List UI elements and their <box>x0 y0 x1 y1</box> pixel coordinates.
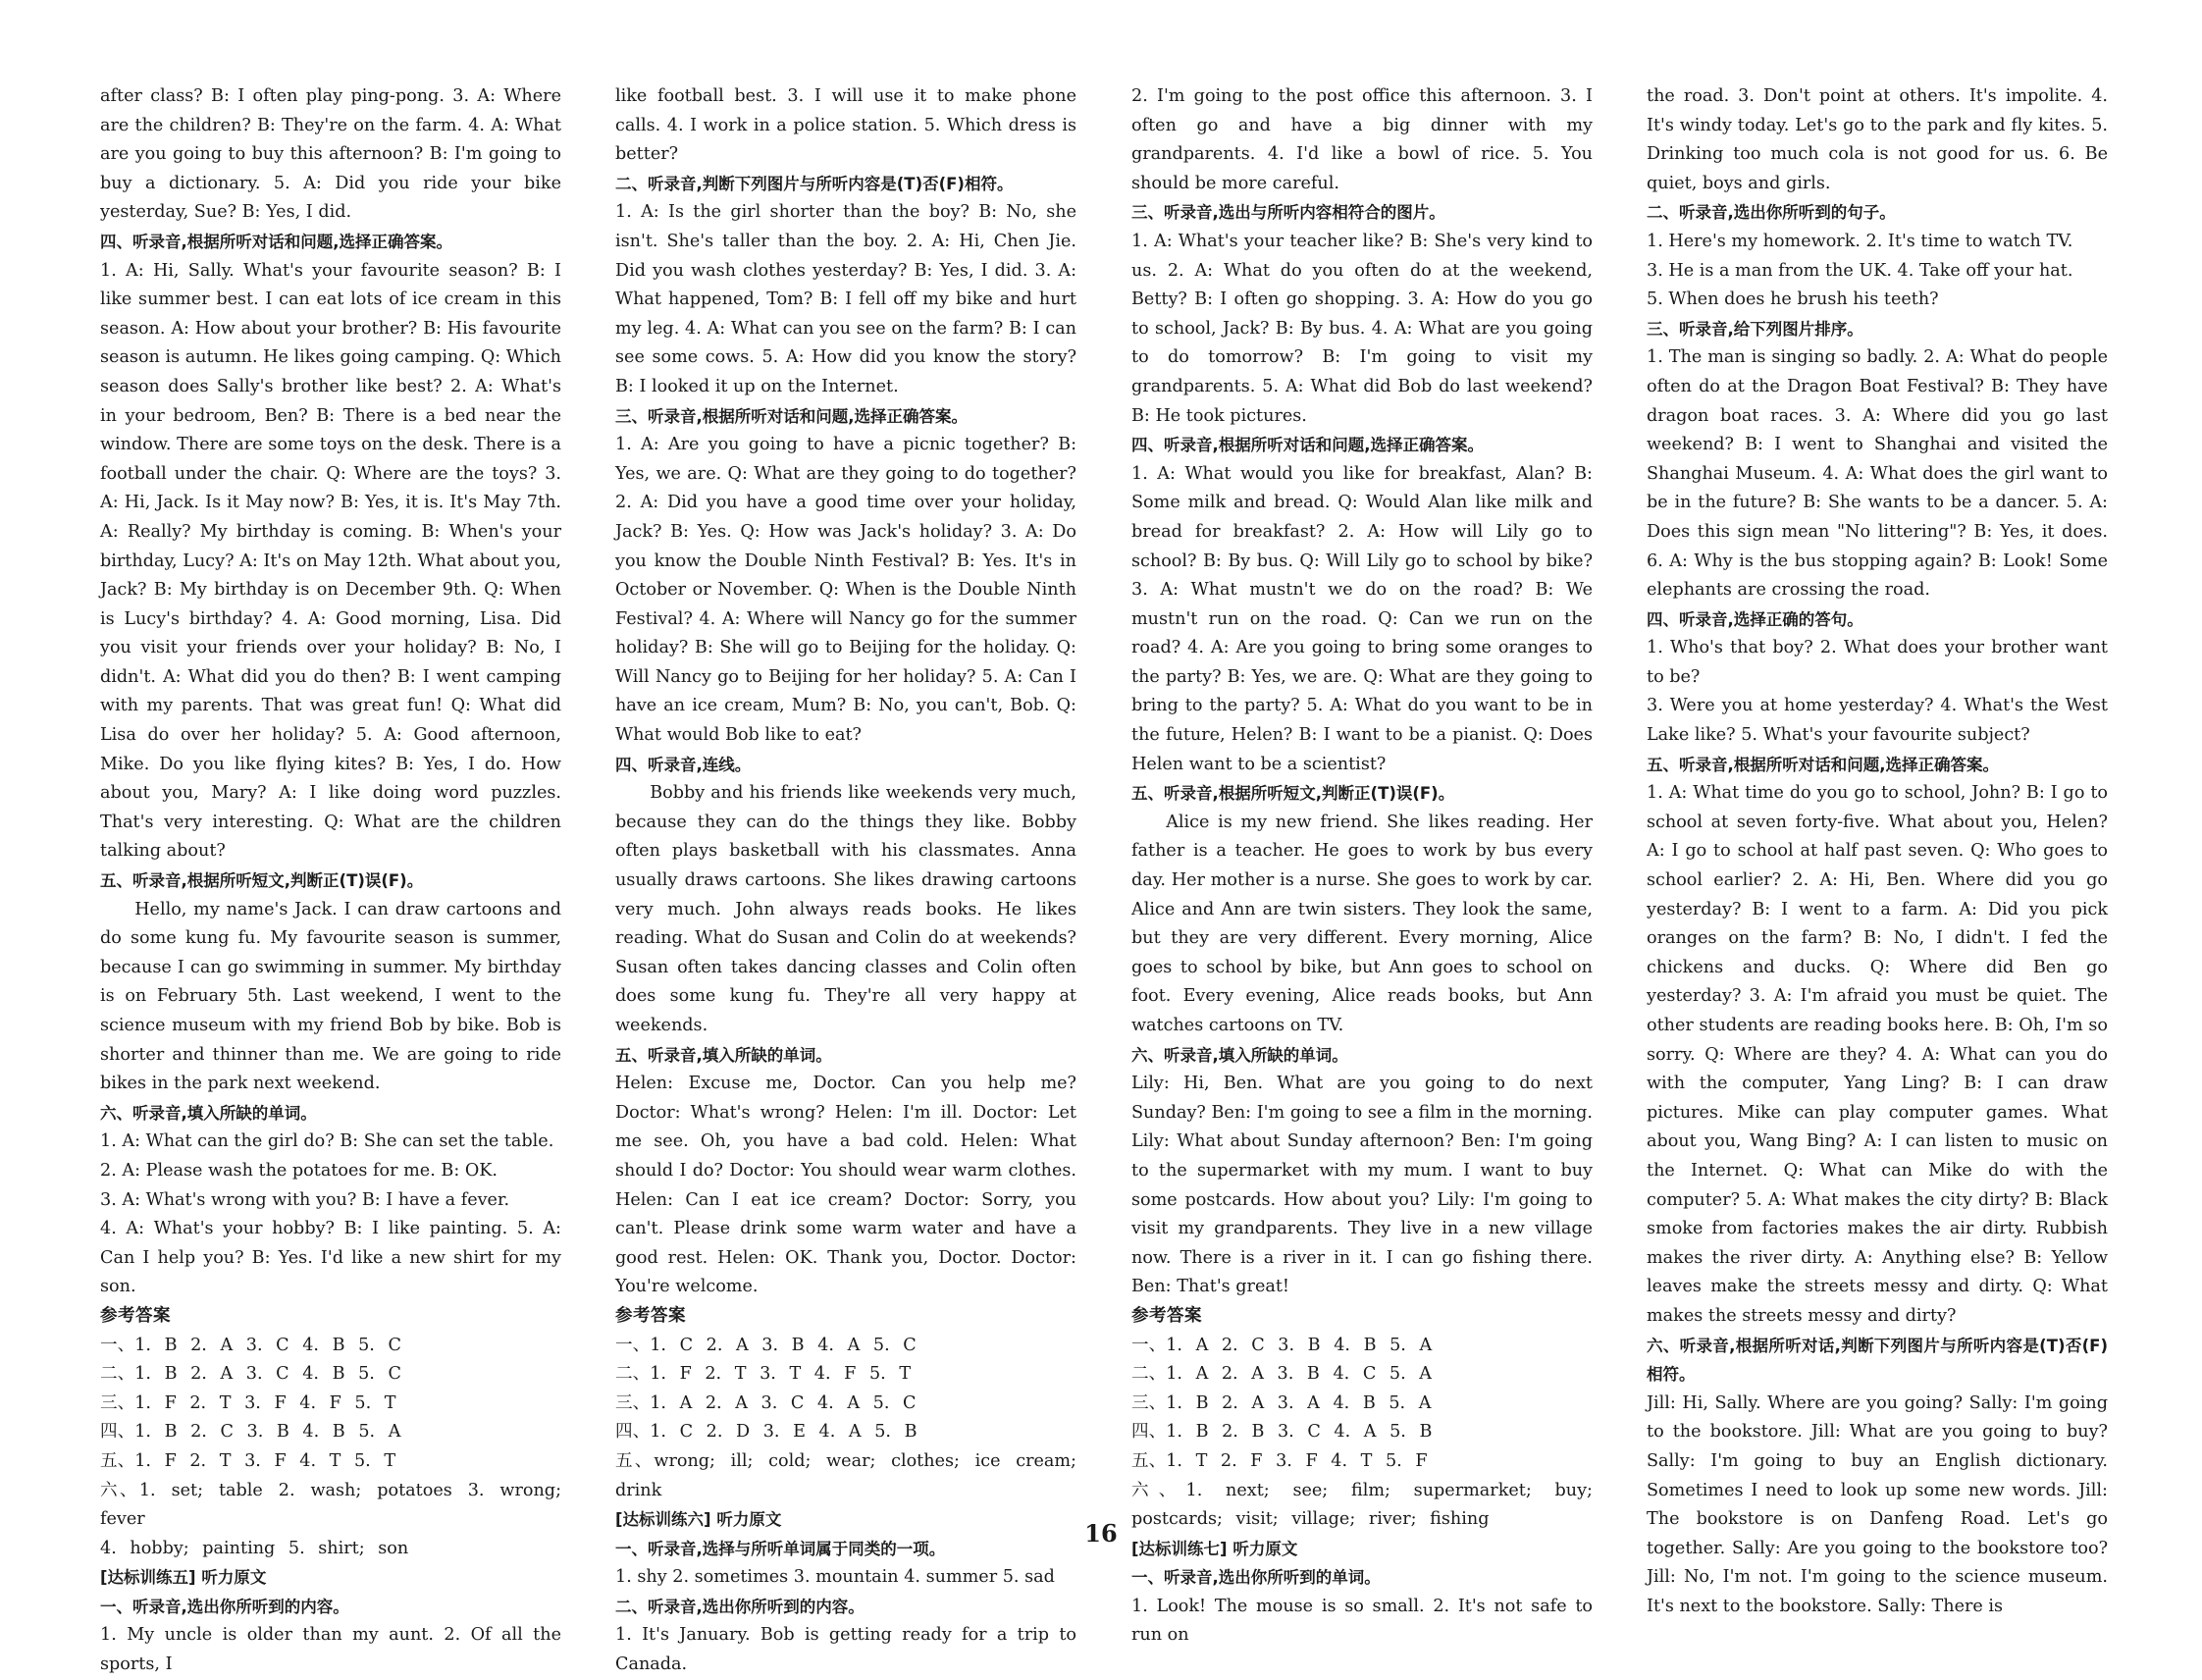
passage: Hello, my name's Jack. I can draw cartoons and do some kung fu. My favourite season is summer, because I can go swimming in summer. My birthday is on February 5th. Last weekend, I went to the science museum with my friend Bob by bike. Bob is shorter and thinner than me. We are going to ride bikes in the park next weekend. <box>100 899 561 1094</box>
paragraph: 5. When does he brush his teeth? <box>1647 289 1939 310</box>
answer-line: 一、1. C 2. A 3. B 4. A 5. C <box>615 1335 917 1355</box>
section-heading: 五、听录音,根据所听短文,判断正(T)误(F)。 <box>100 871 424 891</box>
section-heading: 五、听录音,根据所听对话和问题,选择正确答案。 <box>1647 755 2000 774</box>
training-heading: [达标训练六] 听力原文 <box>615 1510 782 1530</box>
answer-line: 五、1. T 2. F 3. F 4. T 5. F <box>1131 1450 1428 1471</box>
paragraph: 1. A: Is the girl shorter than the boy? B: No, she isn't. She's taller than the boy. 2. A: Hi, Chen Jie. Did you wash clothes yesterday? B: Yes, I did. 3. A: What happened, Tom? B: I fell off my bike and hurt my leg. 4. A: What can you see on the farm? B: I can see some cows. 5. A: How did you know the story? B: I looked it up on the Internet. <box>615 202 1076 396</box>
answer-key-heading: 参考答案 <box>100 1305 171 1326</box>
section-heading: 三、听录音,选出与所听内容相符合的图片。 <box>1131 203 1445 223</box>
answer-line: 四、1. B 2. C 3. B 4. B 5. A <box>100 1422 401 1443</box>
paragraph: 1. It's January. Bob is getting ready for a trip to Canada. <box>615 1625 1076 1675</box>
answer-key-heading: 参考答案 <box>615 1305 686 1326</box>
section-heading: 一、听录音,选出你所听到的内容。 <box>100 1597 349 1616</box>
section-heading: 三、听录音,给下列图片排序。 <box>1647 319 1863 339</box>
paragraph: 1. Here's my homework. 2. It's time to watch TV. <box>1647 231 2073 251</box>
page-number: 16 <box>1084 1519 1118 1548</box>
paragraph: Lily: Hi, Ben. What are you going to do next Sunday? Ben: I'm going to see a film in the morning. Lily: What about Sunday afternoon? Ben: I'm going to the supermarket with my mum. I want to buy some postcards. How about you? Lily: I'm going to visit my grandparents. They live in a new village now. There is a river in it. I can go fishing there. Ben: That's great! <box>1131 1074 1593 1297</box>
paragraph: 3. Were you at home yesterday? 4. What's the West Lake like? 5. What's your favourite subject? <box>1647 696 2108 746</box>
paragraph: 1. A: What would you like for breakfast, Alan? B: Some milk and bread. Q: Would Alan like milk and bread for breakfast? 2. A: How will Lily go to school? B: By bus. Q: Will Lily go to school by bike? 3. A: What mustn't we do on the road? B: We mustn't run on the road. Q: Can we run on the road? 4. A: Are you going to bring some oranges to the party? B: Yes, we are. Q: What are they going to bring to the party? 5. A: What do you want to be in the future, Helen? B: I want to be a pianist. Q: Does Helen want to be a scientist? <box>1131 463 1593 774</box>
paragraph: after class? B: I often play ping-pong. 3. A: Where are the children? B: They're on the farm. 4. A: What are you going to buy this afternoon? B: I'm going to buy a dictionary. 5. A: Did you ride your bike yesterday, Sue? B: Yes, I did. <box>100 86 561 223</box>
paragraph: 1. A: What time do you go to school, John? B: I go to school at seven forty-five. What about you, Helen? A: I go to school at half past seven. Q: Who goes to school earlier? 2. A: Hi, Ben. Where did you go yesterday? B: I went to a farm. A: Did you pick oranges on the farm? B: No, I didn't. I fed the chickens and ducks. Q: Where did Ben go yesterday? 3. A: I'm afraid you must be quiet. The other students are reading books here. B: Oh, I'm so sorry. Q: Where are they? 4. A: What can you do with the computer, Yang Ling? B: I can draw pictures. Mike can play computer games. What about you, Wang Bing? A: I can listen to music on the Internet. Q: What can Mike do with the computer? 5. A: What makes the city dirty? B: Black smoke from factories makes the air dirty. Rubbish makes the river dirty. A: Anything else? B: Yellow leaves make the streets messy and dirty. Q: What makes the streets messy and dirty? <box>1647 783 2108 1326</box>
paragraph: like football best. 3. I will use it to make phone calls. 4. I work in a police station. 5. Which dress is better? <box>615 86 1076 165</box>
passage: Bobby and his friends like weekends very much, because they can do the things they like. Bobby often plays basketball with his classmates. Anna usually draws cartoons. She likes drawing cartoons very much. John always reads books. He likes reading. What do Susan and Colin do at weekends? Susan often takes dancing classes and Colin often does some kung fu. They're all very happy at weekends. <box>615 783 1076 1035</box>
section-heading: 一、听录音,选出你所听到的单词。 <box>1131 1568 1381 1588</box>
answer-line: 二、1. A 2. A 3. B 4. C 5. A <box>1131 1364 1432 1385</box>
paragraph: Jill: Hi, Sally. Where are you going? Sally: I'm going to the bookstore. Jill: What are you going to buy? Sally: I'm going to buy an English dictionary. Sometimes I need to look up some new words. Jill: The bookstore is on Danfeng Road. Let's go together. Sally: Are you going to the bookstore too? Jill: No, I'm not. I'm going to the science museum. It's next to the bookstore. Sally: There is <box>1647 1392 2108 1616</box>
section-heading: 六、听录音,填入所缺的单词。 <box>100 1103 317 1123</box>
section-heading: 五、听录音,根据所听短文,判断正(T)误(F)。 <box>1131 784 1455 804</box>
section-heading: 二、听录音,选出你所听到的句子。 <box>1647 203 1896 223</box>
answer-key-heading: 参考答案 <box>1131 1305 1202 1326</box>
section-heading: 六、听录音,根据所听对话,判断下列图片与所听内容是(T)否(F)相符。 <box>1647 1336 2108 1385</box>
column-2 <box>615 82 1076 1675</box>
section-heading: 四、听录音,根据所听对话和问题,选择正确答案。 <box>100 232 453 251</box>
paragraph: 4. A: What's your hobby? B: I like painting. 5. A: Can I help you? B: Yes. I'd like a new shirt for my son. <box>100 1219 561 1297</box>
answer-line: 五、wrong; ill; cold; wear; clothes; ice cream; drink <box>615 1450 1076 1500</box>
answer-line: 四、1. C 2. D 3. E 4. A 5. B <box>615 1422 918 1443</box>
paragraph: 1. A: Hi, Sally. What's your favourite season? B: I like summer best. I can eat lots of ice cream in this season. A: How about your brother? B: His favourite season is autumn. He likes going camping. Q: Which season does Sally's brother like best? 2. A: What's in your bedroom, Ben? B: There is a bed near the window. There are some toys on the desk. There is a football under the chair. Q: Where are the toys? 3. A: Hi, Jack. Is it May now? B: Yes, it is. It's May 7th. A: Really? My birthday is coming. B: When's your birthday, Lucy? A: It's on May 12th. What about you, Jack? B: My birthday is on December 9th. Q: When is Lucy's birthday? 4. A: Good morning, Lisa. Did you visit your friends over your holiday? B: No, I didn't. A: What did you do then? B: I went camping with my parents. That was great fun! Q: What did Lisa do over her holiday? 5. A: Good afternoon, Mike. Do you like flying kites? B: Yes, I do. How about you, Mary? A: I like doing word puzzles. That's very interesting. Q: What are the children talking about? <box>100 260 561 862</box>
paragraph: 1. The man is singing so badly. 2. A: What do people often do at the Dragon Boat Festival? B: They have dragon boat races. 3. A: Where did you go last weekend? B: I went to Shanghai and visited the Shanghai Museum. 4. A: What does the girl want to be in the future? B: She wants to be a dancer. 5. A: Does this sign mean "No littering"? B: Yes, it does. 6. A: Why is the bus stopping again? B: Look! Some elephants are crossing the road. <box>1647 347 2108 601</box>
answer-line: 4. hobby; painting 5. shirt; son <box>100 1538 409 1558</box>
answer-line: 四、1. B 2. B 3. C 4. A 5. B <box>1131 1422 1433 1443</box>
answer-line: 三、1. B 2. A 3. A 4. B 5. A <box>1131 1392 1432 1413</box>
paragraph: 3. A: What's wrong with you? B: I have a fever. <box>100 1189 510 1210</box>
column-1 <box>100 82 561 1675</box>
paragraph: 1. My uncle is older than my aunt. 2. Of all the sports, I <box>100 1625 561 1675</box>
paragraph: 1. A: Are you going to have a picnic together? B: Yes, we are. Q: What are they going to do together? 2. A: Did you have a good time over your holiday, Jack? B: Yes. Q: How was Jack's holiday? 3. A: Do you know the Double Ninth Festival? B: Yes. It's in October or November. Q: When is the Double Ninth Festival? 4. A: Where will Nancy go for the summer holiday? B: She will go to Beijing for the holiday. Q: Will Nancy go to Beijing for her holiday? 5. A: Can I have an ice cream, Mum? B: No, you can't, Bob. Q: What would Bob like to eat? <box>615 435 1076 746</box>
section-heading: 六、听录音,填入所缺的单词。 <box>1131 1045 1348 1065</box>
answer-line: 五、1. F 2. T 3. F 4. T 5. T <box>100 1450 396 1471</box>
paragraph: 1. Who's that boy? 2. What does your brother want to be? <box>1647 638 2108 687</box>
answer-line: 三、1. A 2. A 3. C 4. A 5. C <box>615 1392 917 1413</box>
passage: Alice is my new friend. She likes reading. Her father is a teacher. He goes to work by bus every day. Her mother is a nurse. She goes to work by car. Alice and Ann are twin sisters. They look the same, but they are very different. Every morning, Alice goes to school by bike, but Ann goes to school on foot. Every evening, Alice reads books, but Ann watches cartoons on TV. <box>1131 812 1593 1035</box>
section-heading: 二、听录音,判断下列图片与所听内容是(T)否(F)相符。 <box>615 174 1014 193</box>
paragraph: 3. He is a man from the UK. 4. Take off your hat. <box>1647 260 2073 281</box>
paragraph: 1. Look! The mouse is so small. 2. It's not safe to run on <box>1131 1596 1593 1646</box>
section-heading: 五、听录音,填入所缺的单词。 <box>615 1045 832 1065</box>
paragraph: 1. shy 2. sometimes 3. mountain 4. summer 5. sad <box>615 1567 1055 1588</box>
answer-line: 三、1. F 2. T 3. F 4. F 5. T <box>100 1392 396 1413</box>
section-heading: 四、听录音,连线。 <box>615 755 752 774</box>
paragraph: the road. 3. Don't point at others. It's impolite. 4. It's windy today. Let's go to the park and fly kites. 5. Drinking too much cola is not good for us. 6. Be quiet, boys and girls. <box>1647 86 2108 193</box>
answer-line: 二、1. B 2. A 3. C 4. B 5. C <box>100 1364 401 1385</box>
answer-line: 一、1. A 2. C 3. B 4. B 5. A <box>1131 1335 1433 1355</box>
training-heading: [达标训练七] 听力原文 <box>1131 1539 1298 1558</box>
paragraph: Helen: Excuse me, Doctor. Can you help me? Doctor: What's wrong? Helen: I'm ill. Doctor: Let me see. Oh, you have a bad cold. Helen: What should I do? Doctor: You should wear warm clothes. Helen: Can I eat ice cream? Doctor: Sorry, you can't. Please drink some warm water and have a good rest. Helen: OK. Thank you, Doctor. Doctor: You're welcome. <box>615 1074 1076 1297</box>
training-heading: [达标训练五] 听力原文 <box>100 1568 267 1588</box>
paragraph: 2. A: Please wash the potatoes for me. B: OK. <box>100 1160 498 1181</box>
answer-line: 二、1. F 2. T 3. T 4. F 5. T <box>615 1364 912 1385</box>
section-heading: 一、听录音,选择与所听单词属于同类的一项。 <box>615 1539 946 1558</box>
section-heading: 三、听录音,根据所听对话和问题,选择正确答案。 <box>615 406 969 426</box>
answer-line: 六、1. next; see; film; supermarket; buy; postcards; visit; village; river; fishing <box>1131 1480 1593 1530</box>
paragraph: 1. A: What's your teacher like? B: She's very kind to us. 2. A: What do you often do at the weekend, Betty? B: I often go shopping. 3. A: How do you go to school, Jack? B: By bus. 4. A: What are you going to do tomorrow? B: I'm going to visit my grandparents. 5. A: What did Bob do last weekend? B: He took pictures. <box>1131 231 1593 426</box>
paragraph: 2. I'm going to the post office this afternoon. 3. I often go and have a big dinner with my grandparents. 4. I'd like a bowl of rice. 5. You should be more careful. <box>1131 86 1593 193</box>
paragraph: 1. A: What can the girl do? B: She can set the table. <box>100 1131 554 1152</box>
answer-line: 六、1. set; table 2. wash; potatoes 3. wrong; fever <box>100 1480 561 1530</box>
section-heading: 四、听录音,选择正确的答句。 <box>1647 609 1863 629</box>
section-heading: 四、听录音,根据所听对话和问题,选择正确答案。 <box>1131 436 1485 455</box>
column-3 <box>1131 82 1593 1646</box>
section-heading: 二、听录音,选出你所听到的内容。 <box>615 1597 865 1616</box>
column-4 <box>1647 82 2108 1616</box>
answer-line: 一、1. B 2. A 3. C 4. B 5. C <box>100 1335 401 1355</box>
